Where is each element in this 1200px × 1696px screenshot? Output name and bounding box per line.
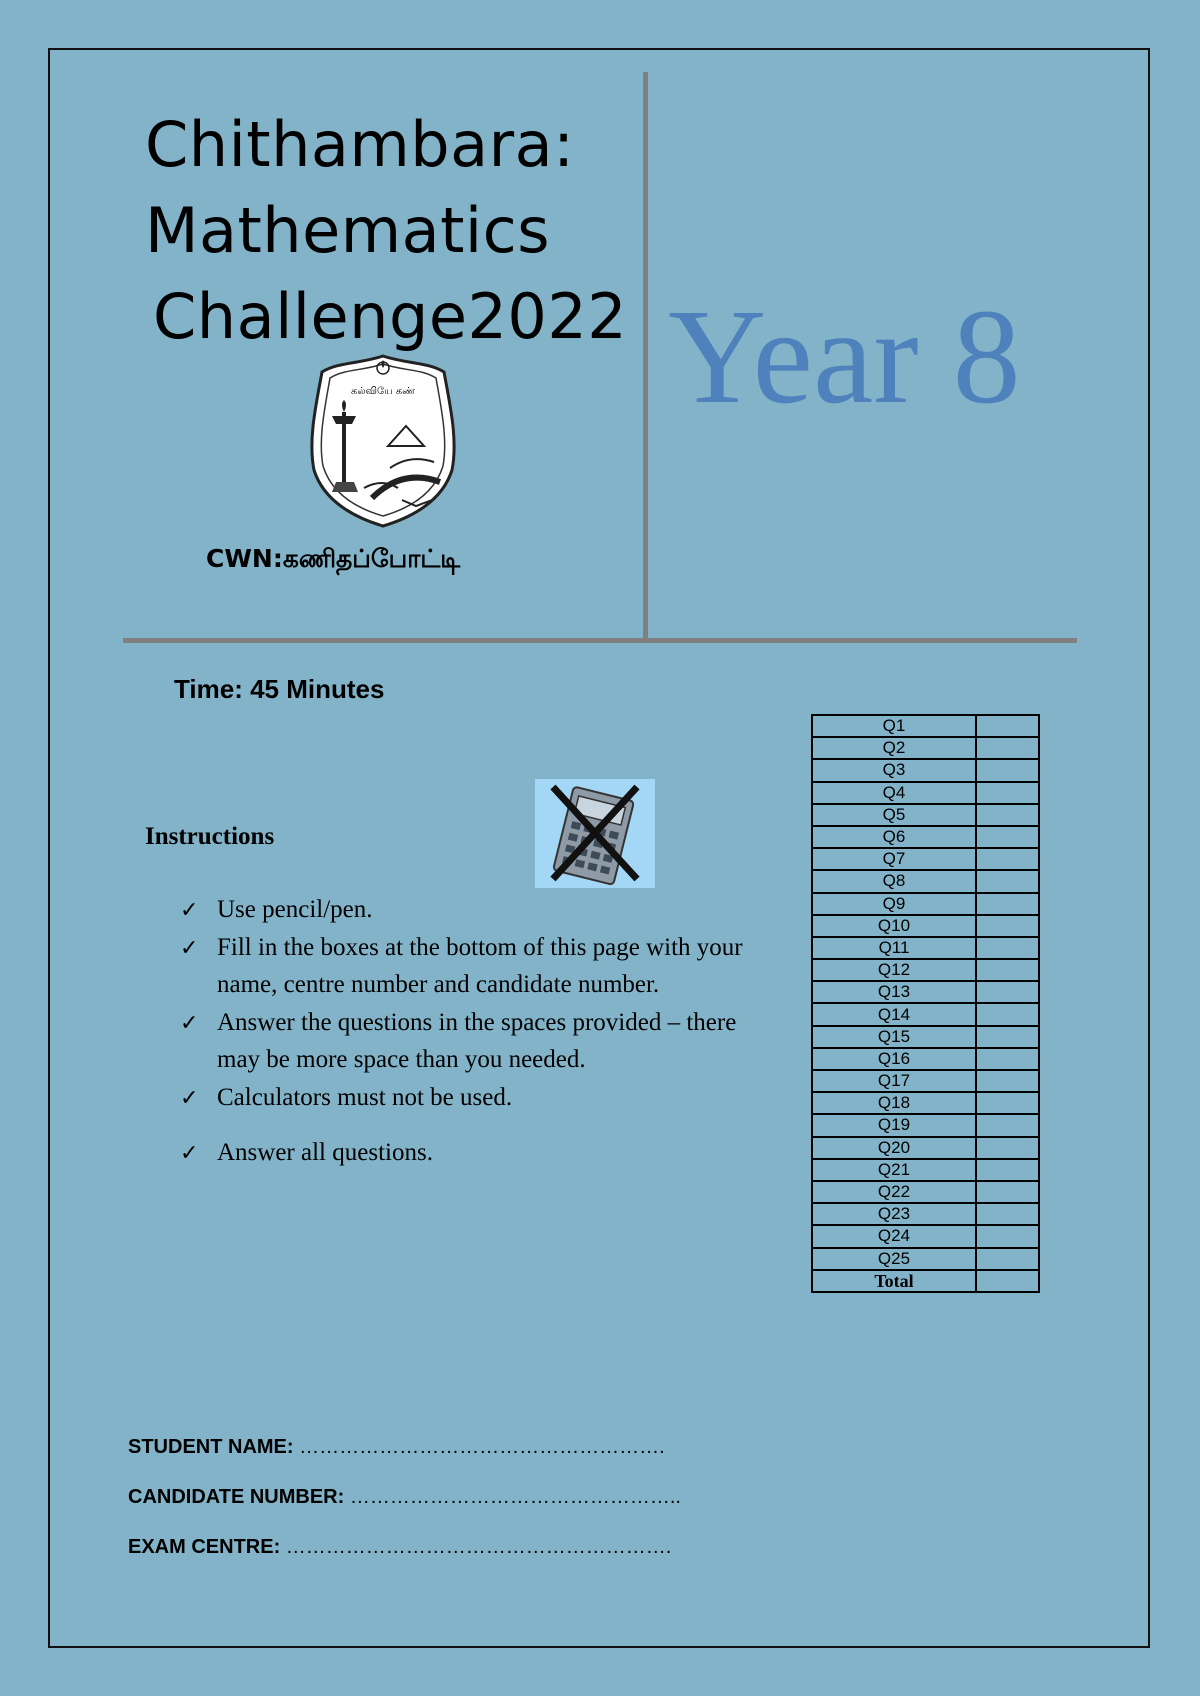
question-label: Q11 xyxy=(812,937,976,959)
score-row xyxy=(812,1203,1039,1225)
score-row xyxy=(812,826,1039,848)
score-cell[interactable] xyxy=(976,959,1039,981)
tick-icon: ✓ xyxy=(180,1009,199,1035)
exam-centre-field[interactable] xyxy=(128,1522,828,1572)
score-row xyxy=(812,1181,1039,1203)
instruction-text: Calculators must not be used. xyxy=(217,1083,513,1111)
score-cell[interactable] xyxy=(976,1225,1039,1247)
score-cell[interactable] xyxy=(976,715,1039,737)
instructions-list xyxy=(178,891,768,1172)
score-row xyxy=(812,1248,1039,1270)
score-row xyxy=(812,1026,1039,1048)
time-allowed: Time: 45 Minutes xyxy=(174,674,385,704)
question-label: Q23 xyxy=(812,1203,976,1225)
score-row xyxy=(812,870,1039,892)
score-cell[interactable] xyxy=(976,1070,1039,1092)
score-row xyxy=(812,937,1039,959)
question-label: Q14 xyxy=(812,1003,976,1025)
tamil-subtitle: CWN:கணிதப்போட்டி xyxy=(206,544,461,573)
score-cell[interactable] xyxy=(976,1092,1039,1114)
score-cell[interactable] xyxy=(976,893,1039,915)
exam-centre-dots: …………………………………………………. xyxy=(285,1536,672,1558)
question-label: Q24 xyxy=(812,1225,976,1247)
score-cell[interactable] xyxy=(976,848,1039,870)
score-cell[interactable] xyxy=(976,937,1039,959)
crest-motto: கல்வியே கண் xyxy=(350,386,416,397)
instruction-text: Fill in the boxes at the bottom of this page with your name, centre number and candidate number. xyxy=(217,933,743,998)
year-label: Year 8 xyxy=(668,282,1021,432)
score-row xyxy=(812,1003,1039,1025)
total-row xyxy=(812,1270,1039,1292)
question-label: Q21 xyxy=(812,1159,976,1181)
no-calculator-icon xyxy=(535,779,655,888)
score-cell[interactable] xyxy=(976,1114,1039,1136)
instruction-text: Answer the questions in the spaces provided – there may be more space than you needed. xyxy=(217,1008,737,1073)
question-label: Q4 xyxy=(812,782,976,804)
question-label: Q8 xyxy=(812,870,976,892)
title-line-1: Chithambara: xyxy=(145,108,575,181)
score-row xyxy=(812,1225,1039,1247)
candidate-number-field[interactable] xyxy=(128,1472,828,1522)
instruction-item xyxy=(178,929,768,1004)
score-row xyxy=(812,959,1039,981)
instructions-heading: Instructions xyxy=(145,823,275,850)
instruction-item xyxy=(178,891,768,929)
instruction-text: Use pencil/pen. xyxy=(217,896,373,923)
candidate-number-label: CANDIDATE NUMBER: xyxy=(128,1486,345,1508)
question-label: Q3 xyxy=(812,759,976,781)
score-row xyxy=(812,1092,1039,1114)
score-cell[interactable] xyxy=(976,1159,1039,1181)
score-row xyxy=(812,848,1039,870)
question-label: Q17 xyxy=(812,1070,976,1092)
score-row xyxy=(812,893,1039,915)
score-cell[interactable] xyxy=(976,1003,1039,1025)
instruction-text: Answer all questions. xyxy=(217,1139,433,1166)
total-cell[interactable] xyxy=(976,1270,1039,1292)
question-label: Q19 xyxy=(812,1114,976,1136)
student-name-field[interactable] xyxy=(128,1422,828,1472)
question-label: Q12 xyxy=(812,959,976,981)
score-row xyxy=(812,915,1039,937)
score-row xyxy=(812,981,1039,1003)
score-row xyxy=(812,1137,1039,1159)
question-label: Q16 xyxy=(812,1048,976,1070)
score-row xyxy=(812,1070,1039,1092)
question-label: Q13 xyxy=(812,981,976,1003)
score-row xyxy=(812,782,1039,804)
total-label: Total xyxy=(812,1270,976,1292)
question-label: Q1 xyxy=(812,715,976,737)
question-label: Q5 xyxy=(812,804,976,826)
question-label: Q2 xyxy=(812,737,976,759)
instruction-item xyxy=(178,1134,768,1172)
tick-icon: ✓ xyxy=(180,1140,199,1165)
score-row xyxy=(812,804,1039,826)
score-row xyxy=(812,1159,1039,1181)
score-cell[interactable] xyxy=(976,826,1039,848)
score-cell[interactable] xyxy=(976,870,1039,892)
question-label: Q6 xyxy=(812,826,976,848)
question-label: Q25 xyxy=(812,1248,976,1270)
title-line-3: Challenge2022 xyxy=(153,280,628,353)
tick-icon: ✓ xyxy=(180,897,199,922)
calculator-prohibited xyxy=(535,779,655,888)
instruction-item xyxy=(178,1004,768,1079)
candidate-details xyxy=(128,1422,828,1572)
tick-icon: ✓ xyxy=(180,934,199,960)
score-cell[interactable] xyxy=(976,1181,1039,1203)
student-name-label: STUDENT NAME: xyxy=(128,1436,294,1458)
score-cell[interactable] xyxy=(976,1137,1039,1159)
page-title xyxy=(145,102,645,360)
tick-icon: ✓ xyxy=(180,1084,199,1110)
score-cell[interactable] xyxy=(976,1048,1039,1070)
score-cell[interactable] xyxy=(976,1203,1039,1225)
score-cell[interactable] xyxy=(976,782,1039,804)
score-row xyxy=(812,1048,1039,1070)
score-row xyxy=(812,759,1039,781)
score-row xyxy=(812,737,1039,759)
candidate-number-dots: ………………………………………….. xyxy=(349,1486,681,1508)
score-row xyxy=(812,1114,1039,1136)
score-cell[interactable] xyxy=(976,1026,1039,1048)
score-cell[interactable] xyxy=(976,737,1039,759)
question-label: Q22 xyxy=(812,1181,976,1203)
score-cell[interactable] xyxy=(976,1248,1039,1270)
score-cell[interactable] xyxy=(976,804,1039,826)
score-cell[interactable] xyxy=(976,759,1039,781)
school-crest-icon xyxy=(302,350,464,530)
question-label: Q7 xyxy=(812,848,976,870)
score-row xyxy=(812,715,1039,737)
exam-centre-label: EXAM CENTRE: xyxy=(128,1536,281,1558)
horizontal-divider xyxy=(123,638,1077,643)
score-cell[interactable] xyxy=(976,915,1039,937)
question-label: Q20 xyxy=(812,1137,976,1159)
question-label: Q10 xyxy=(812,915,976,937)
question-label: Q9 xyxy=(812,893,976,915)
student-name-dots: ………………………………………………. xyxy=(299,1436,665,1458)
instruction-item xyxy=(178,1079,768,1117)
question-label: Q15 xyxy=(812,1026,976,1048)
score-table xyxy=(811,714,1040,1293)
question-label: Q18 xyxy=(812,1092,976,1114)
score-cell[interactable] xyxy=(976,981,1039,1003)
title-line-2: Mathematics xyxy=(145,194,551,267)
